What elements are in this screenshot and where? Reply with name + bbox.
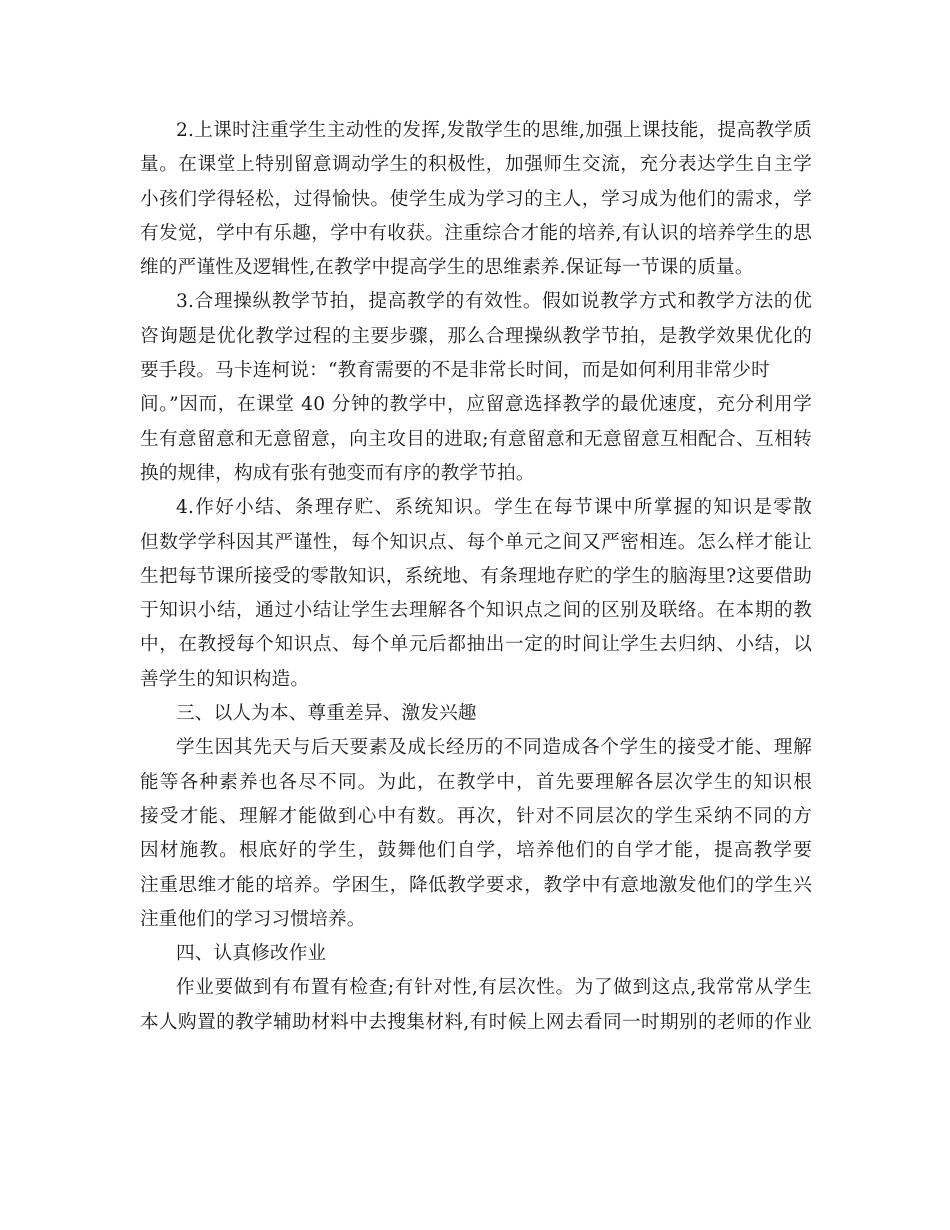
paragraph-line: 接受才能、理解才能做到心中有数。再次，针对不同层次的学生采纳不同的方 [140, 805, 812, 827]
paragraph-line: 本人购置的教学辅助材料中去搜集材料,有时候上网去看同一时期别的老师的作业 [140, 1011, 812, 1033]
paragraph-line: 要手段。马卡连柯说：“教育需要的不是非常长时间，而是如何利用非常少时 [140, 360, 770, 382]
paragraph-line: 中，在教授每个知识点、每个单元后都抽出一定的时间让学生去归纳、小结，以 [140, 634, 812, 656]
paragraph-line: 因材施教。根底好的学生，鼓舞他们自学，培养他们的自学才能，提高教学要 [140, 840, 812, 862]
paragraph-line: 4.作好小结、条理存贮、系统知识。学生在每节课中所掌握的知识是零散 [176, 497, 812, 519]
paragraph-line: 3.合理操纵教学节拍，提高教学的有效性。假如说教学方式和教学方法的优 [176, 291, 812, 313]
paragraph-line: 善学生的知识构造。 [140, 668, 310, 690]
paragraph-line: 量。在课堂上特别留意调动学生的积极性，加强师生交流，充分表达学生自主学 [140, 154, 812, 176]
paragraph-line: 2.上课时注重学生主动性的发挥,发散学生的思维,加强上课技能，提高教学质 [176, 120, 812, 141]
document-body [140, 114, 812, 1040]
paragraph-line: 于知识小结，通过小结让学生去理解各个知识点之间的区别及联络。在本期的教 [140, 600, 812, 622]
paragraph-line: 有发觉，学中有乐趣，学中有收获。注重综合才能的培养,有认识的培养学生的思 [140, 222, 812, 244]
paragraph-line: 生把每节课所接受的零散知识，系统地、有条理地存贮的学生的脑海里?这要借助 [140, 565, 812, 587]
paragraph-line: 维的严谨性及逻辑性,在教学中提高学生的思维素养.保证每一节课的质量。 [140, 257, 754, 279]
paragraph-line: 间。”因而，在课堂 40 分钟的教学中，应留意选择教学的最优速度，充分利用学 [140, 394, 812, 416]
paragraph-line: 作业要做到有布置有检查;有针对性,有层次性。为了做到这点,我常常从学生 [176, 977, 812, 999]
section-heading: 三、以人为本、尊重差异、激发兴趣 [176, 703, 477, 725]
paragraph-line: 换的规律，构成有张有弛变而有序的教学节拍。 [140, 462, 535, 484]
section-heading: 四、认真修改作业 [176, 943, 327, 965]
paragraph-line: 生有意留意和无意留意，向主攻目的进取;有意留意和无意留意互相配合、互相转 [140, 428, 812, 450]
paragraph-line: 咨询题是优化教学过程的主要步骤，那么合理操纵教学节拍，是教学效果优化的 [140, 325, 812, 347]
paragraph-line: 能等各种素养也各尽不同。为此，在教学中，首先要理解各层次学生的知识根 [140, 771, 812, 793]
paragraph-line: 注重他们的学习习惯培养。 [140, 908, 366, 930]
paragraph-line: 但数学学科因其严谨性，每个知识点、每个单元之间又严密相连。怎么样才能让 [140, 531, 812, 553]
paragraph-line: 学生因其先天与后天要素及成长经历的不同造成各个学生的接受才能、理解 [176, 737, 812, 759]
paragraph-line: 小孩们学得轻松，过得愉快。使学生成为学习的主人，学习成为他们的需求，学 [140, 188, 812, 210]
paragraph-line: 注重思维才能的培养。学困生，降低教学要求，教学中有意地激发他们的学生兴 [140, 874, 812, 896]
